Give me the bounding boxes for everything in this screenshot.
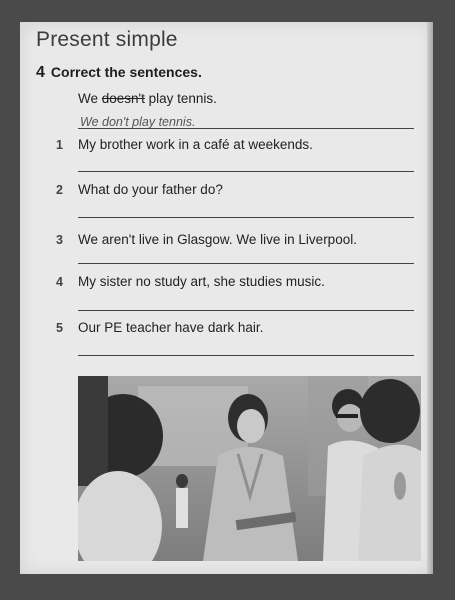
classroom-photo bbox=[78, 376, 421, 561]
example-prefix: We bbox=[78, 91, 102, 106]
item-number: 2 bbox=[56, 183, 63, 197]
example-sentence bbox=[78, 91, 217, 106]
item-text: What do your father do? bbox=[78, 182, 223, 197]
page-edge bbox=[427, 22, 433, 574]
item-number: 5 bbox=[56, 321, 63, 335]
answer-line[interactable] bbox=[78, 310, 414, 311]
exercise-heading bbox=[36, 64, 202, 82]
classroom-photo-illustration bbox=[78, 376, 421, 561]
example-struck-word: doesn't bbox=[101, 91, 145, 106]
sentence-item bbox=[56, 182, 223, 197]
item-number: 4 bbox=[56, 275, 63, 289]
answer-line[interactable] bbox=[78, 355, 414, 356]
example-answer-line bbox=[78, 128, 414, 129]
item-text: Our PE teacher have dark hair. bbox=[78, 320, 264, 335]
answer-line[interactable] bbox=[78, 171, 414, 172]
exercise-instruction: Correct the sentences. bbox=[50, 64, 202, 80]
sentence-item bbox=[56, 137, 313, 152]
example-answer: We don't play tennis. bbox=[80, 115, 196, 129]
answer-line[interactable] bbox=[78, 217, 414, 218]
answer-line[interactable] bbox=[78, 263, 414, 264]
item-text: We aren't live in Glasgow. We live in Liverpool. bbox=[78, 232, 357, 247]
sentence-item bbox=[56, 320, 263, 335]
section-title: Present simple bbox=[36, 28, 178, 51]
workbook-page bbox=[20, 22, 433, 574]
item-number: 1 bbox=[56, 138, 63, 152]
item-number: 3 bbox=[56, 233, 63, 247]
example-suffix: play tennis. bbox=[144, 91, 217, 106]
sentence-item bbox=[56, 232, 357, 247]
exercise-number: 4 bbox=[36, 64, 45, 81]
sentence-item bbox=[56, 274, 325, 289]
item-text: My sister no study art, she studies music. bbox=[78, 274, 325, 289]
item-text: My brother work in a café at weekends. bbox=[78, 137, 313, 152]
